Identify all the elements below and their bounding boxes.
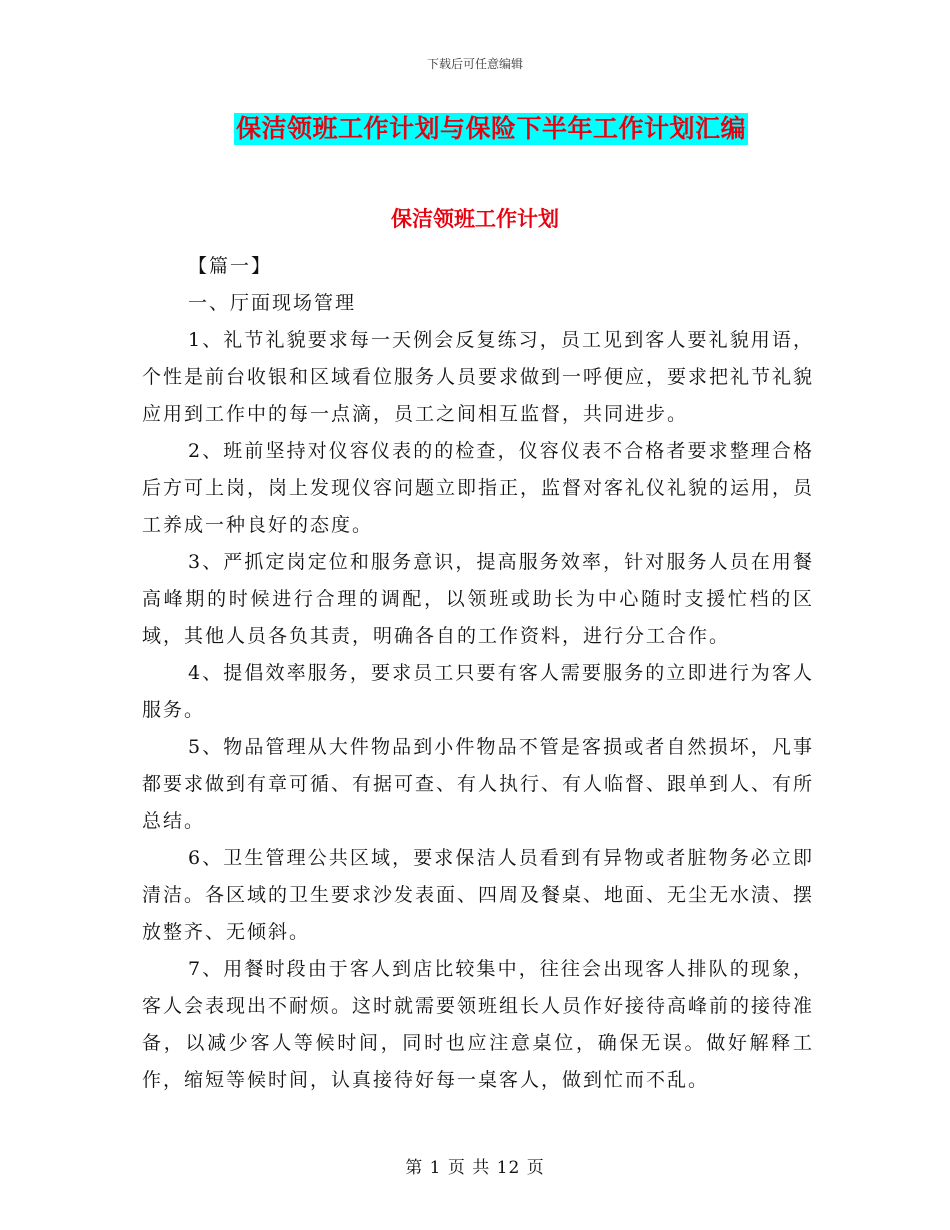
- paragraph-3: 3、严抓定岗定位和服务意识，提高服务效率，针对服务人员在用餐高峰期的时候进行合理的调配，以领班或助长为中心随时支援忙档的区域，其他人员各负其责，明确各自的工作资料，进行分工合作。: [142, 551, 814, 647]
- part-label: 【篇一】: [188, 255, 273, 277]
- paragraph-7: 7、用餐时段由于客人到店比较集中，往往会出现客人排队的现象，客人会表现出不耐烦。这时就需要领班组长人员作好接待高峰前的接待准备，以减少客人等候时间，同时也应注意桌位，确保无误。做好解释工作，缩短等候时间，认真接待好每一桌客人，做到忙而不乱。: [142, 958, 815, 1091]
- paragraph-4: 4、提倡效率服务，要求员工只要有客人需要服务的立即进行为客人服务。: [142, 662, 814, 721]
- section-heading: 一、厅面现场管理: [188, 292, 357, 314]
- document-title: 保洁领班工作计划与保险下半年工作计划汇编: [236, 114, 747, 143]
- document-body: [142, 248, 814, 1099]
- paragraph-2: 2、班前坚持对仪容仪表的的检查，仪容仪表不合格者要求整理合格后方可上岗，岗上发现仪容问题立即指正，监督对客礼仪礼貌的运用，员工养成一种良好的态度。: [142, 440, 815, 536]
- paragraph-5: 5、物品管理从大件物品到小件物品不管是客损或者自然损坏，凡事都要求做到有章可循、有据可查、有人执行、有人临督、跟单到人、有所总结。: [142, 736, 815, 832]
- page-indicator: 第 1 页 共 12 页: [405, 1158, 545, 1178]
- section-title: 保洁领班工作计划: [391, 207, 559, 231]
- paragraph-1: 1、礼节礼貌要求每一天例会反复练习，员工见到客人要礼貌用语，个性是前台收银和区域看位服务人员要求做到一呼便应，要求把礼节礼貌应用到工作中的每一点滴，员工之间相互监督，共同进步。: [142, 329, 815, 425]
- paragraph-6: 6、卫生管理公共区域，要求保洁人员看到有异物或者脏物务必立即清洁。各区域的卫生要求沙发表面、四周及餐桌、地面、无尘无水渍、摆放整齐、无倾斜。: [142, 847, 815, 943]
- download-note: 下载后可任意编辑: [426, 57, 523, 71]
